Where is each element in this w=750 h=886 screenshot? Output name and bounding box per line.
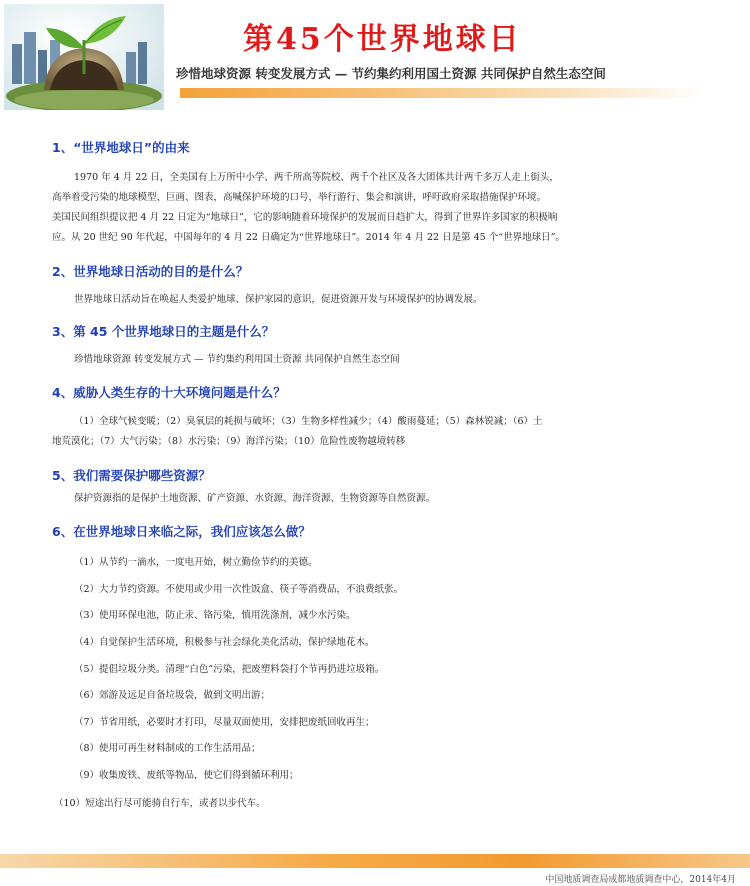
section-6-heading: 6、在世界地球日来临之际，我们应该怎么做？ bbox=[52, 524, 311, 539]
section-6-item-10: （10）短途出行尽可能骑自行车，或者以步代车。 bbox=[54, 798, 266, 809]
section-6-item-6: （6）郊游及远足自备垃圾袋，做到文明出游； bbox=[74, 690, 271, 701]
section-6-item-4: （4）自觉保护生活环境，积极参与社会绿化美化活动，保护绿地花木。 bbox=[74, 637, 375, 648]
section-3-text: 珍惜地球资源 转变发展方式 — 节约集约利用国土资源 共同保护自然生态空间 bbox=[74, 354, 400, 365]
section-1-heading: 1、“世界地球日”的由来 bbox=[52, 140, 190, 155]
section-3-heading: 3、第 45 个世界地球日的主题是什么？ bbox=[52, 324, 275, 339]
earth-sprout-illustration bbox=[4, 4, 164, 110]
section-2-text: 世界地球日活动旨在唤起人类爱护地球、保护家园的意识，促进资源开发与环境保护的协调发展。 bbox=[74, 294, 483, 305]
section-5-heading: 5、我们需要保护哪些资源？ bbox=[52, 468, 211, 483]
section-6-item-8: （8）使用可再生材料制成的工作生活用品； bbox=[74, 743, 261, 754]
footer-credit: 中国地质调查局成都地质调查中心，2014年4月 bbox=[545, 875, 736, 885]
section-6-item-1: （1）从节约一滴水，一度电开始，树立勤俭节约的美德。 bbox=[74, 557, 318, 568]
section-4-line-1: （1）全球气候变暖；（2）臭氧层的耗损与破坏；（3）生物多样性减少；（4）酸雨蔓延；（5）森林锐减；（6）土 bbox=[74, 416, 543, 427]
section-1-line-1: 1970 年 4 月 22 日，全美国有上万所中小学、两千所高等院校、两千个社区及各大团体共计两千多万人走上街头， bbox=[74, 172, 559, 183]
section-6-item-3: （3）使用环保电池，防止汞、铬污染，慎用洗涤剂，减少水污染。 bbox=[74, 610, 356, 621]
section-6-item-5: （5）提倡垃圾分类。清理“白色”污染，把废塑料袋打个节再扔进垃圾箱。 bbox=[74, 664, 385, 675]
section-1-line-4: 应。从 20 世纪 90 年代起，中国每年的 4 月 22 日确定为“世界地球日”。2014 年 4 月 22 日是第 45 个“世界地球日”。 bbox=[52, 232, 565, 243]
section-2-heading: 2、世界地球日活动的目的是什么？ bbox=[52, 264, 249, 279]
section-4-heading: 4、威胁人类生存的十大环境问题是什么？ bbox=[52, 385, 286, 400]
section-6-item-7: （7）节省用纸，必要时才打印，尽量双面使用，安排把废纸回收再生； bbox=[74, 717, 375, 728]
page-header bbox=[0, 0, 750, 112]
section-5-text: 保护资源指的是保护土地资源、矿产资源、水资源、海洋资源、生物资源等自然资源。 bbox=[74, 493, 436, 504]
section-6-item-2: （2）大力节约资源。不使用或少用一次性饭盒、筷子等消费品，不浪费纸张。 bbox=[74, 584, 404, 595]
footer-divider-bar bbox=[0, 854, 750, 868]
page-title: 第45个世界地球日 bbox=[243, 22, 522, 57]
section-1-line-2: 高举着受污染的地球模型、巨画、图表，高喊保护环境的口号，举行游行、集会和演讲，呼吁政府采取措施保护环境。 bbox=[52, 192, 547, 203]
header-divider-bar bbox=[180, 88, 705, 98]
section-6-item-9: （9）收集废铁、废纸等物品，使它们得到循环利用； bbox=[74, 770, 299, 781]
section-1-line-3: 美国民间组织提议把 4 月 22 日定为“地球日”，它的影响随着环境保护的发展而日趋扩大，得到了世界许多国家的积极响 bbox=[52, 212, 558, 223]
page-subtitle: 珍惜地球资源 转变发展方式 — 节约集约利用国土资源 共同保护自然生态空间 bbox=[176, 66, 606, 81]
section-4-line-2: 地荒漠化；（7）大气污染；（8）水污染；（9）海洋污染；（10）危险性废物越境转移 bbox=[52, 436, 406, 447]
